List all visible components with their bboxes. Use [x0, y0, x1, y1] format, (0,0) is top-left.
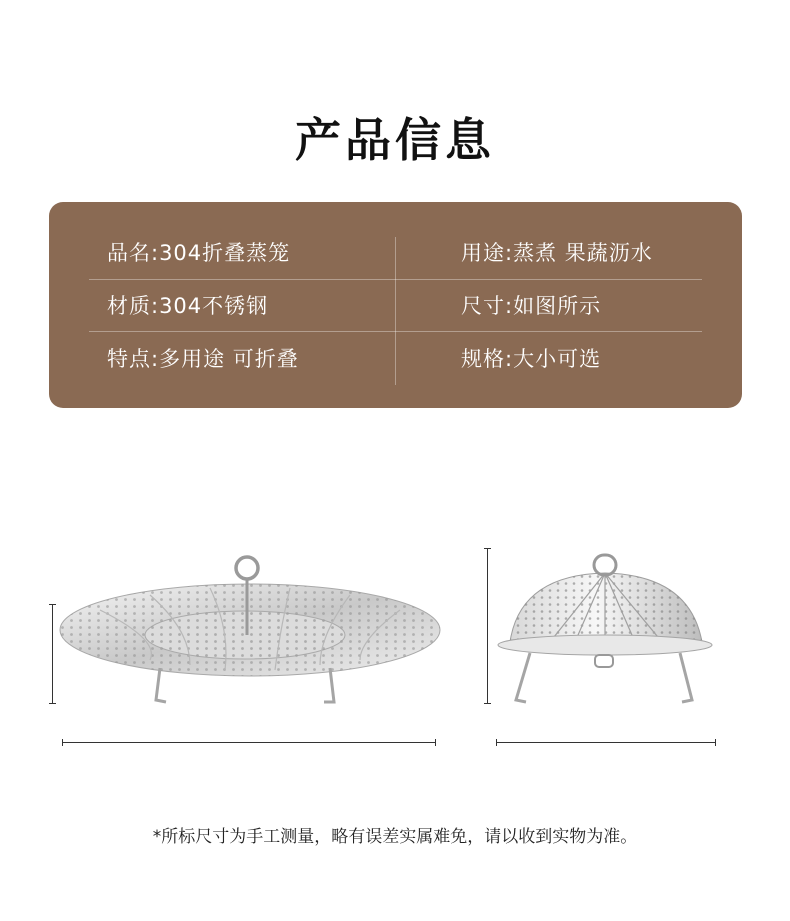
measurement-disclaimer: *所标尺寸为手工测量，略有误差实属难免，请以收到实物为准。 [152, 827, 638, 847]
dimension-tick [496, 739, 497, 746]
dimension-tick [484, 548, 491, 549]
width-dimension-line [62, 742, 436, 743]
dimension-tick [484, 703, 491, 704]
page-title: 产品信息 [295, 113, 495, 167]
dimension-tick [49, 604, 56, 605]
product-info-card [49, 202, 742, 408]
usage-field: 用途:蒸煮 果蔬沥水 [461, 241, 653, 265]
height-dimension-line [487, 548, 488, 704]
product-name-field: 品名:304折叠蒸笼 [107, 241, 291, 265]
size-field: 尺寸:如图所示 [461, 294, 602, 318]
open-steamer-image [40, 540, 460, 710]
info-row [89, 227, 702, 280]
dimension-tick [62, 739, 63, 746]
info-row [89, 280, 702, 333]
width-dimension-line [496, 742, 716, 743]
dimension-tick [49, 703, 56, 704]
folded-steamer-image [490, 545, 730, 710]
info-row [89, 333, 702, 386]
material-field: 材质:304不锈钢 [107, 294, 269, 318]
feature-field: 特点:多用途 可折叠 [107, 347, 299, 371]
dimension-tick [715, 739, 716, 746]
spec-field: 规格:大小可选 [461, 347, 602, 371]
height-dimension-line [52, 604, 53, 704]
dimension-tick [435, 739, 436, 746]
